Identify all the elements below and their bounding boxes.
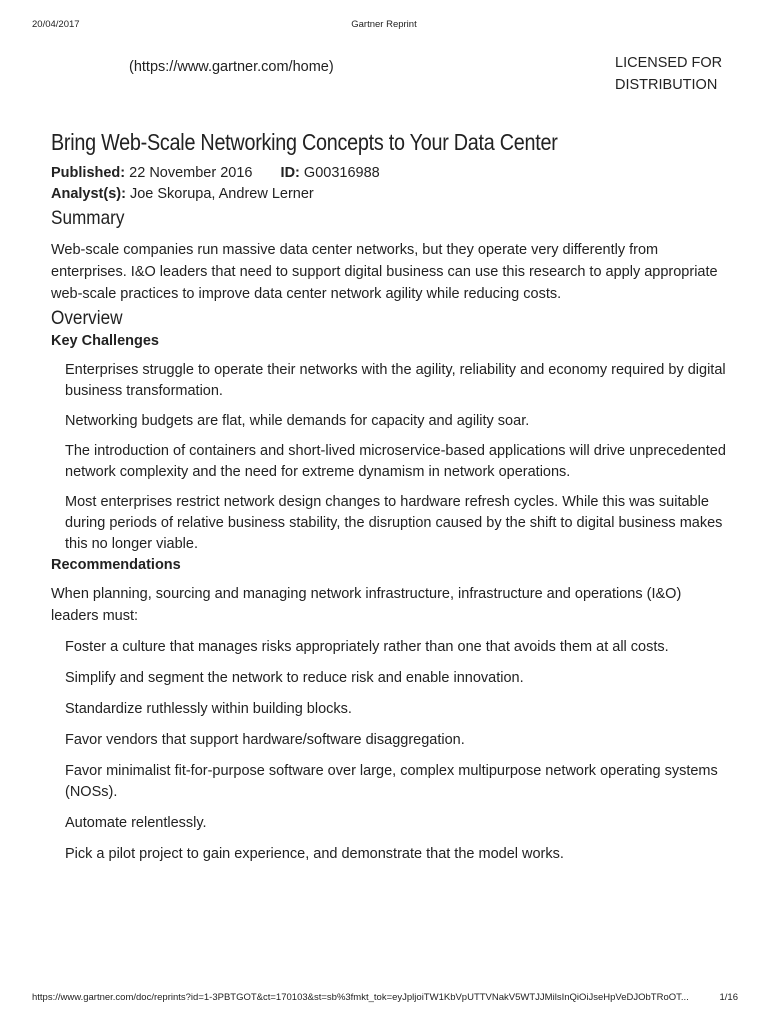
recommendations-heading: Recommendations xyxy=(51,557,181,573)
published-line xyxy=(51,163,731,184)
list-item: Favor minimalist fit-for-purpose software over large, complex multipurpose network operating systems (NOSs). xyxy=(65,763,718,800)
list-item: Most enterprises restrict network design changes to hardware refresh cycles. While this was suitable during periods of relative business stability, the disruption caused by the shift to digital business makes this no longer viable. xyxy=(65,494,723,552)
id-label: ID: xyxy=(280,165,300,181)
print-title: Gartner Reprint xyxy=(351,19,417,30)
list-item: Pick a pilot project to gain experience, and demonstrate that the model works. xyxy=(65,846,564,862)
list-item: Simplify and segment the network to reduce risk and enable innovation. xyxy=(65,670,524,686)
print-header xyxy=(0,19,768,33)
published-label: Published: xyxy=(51,165,126,181)
document-content xyxy=(51,126,731,865)
recommendations-intro: When planning, sourcing and managing network infrastructure, infrastructure and operations (I&O) leaders must: xyxy=(51,586,682,624)
list-item: Networking budgets are flat, while demands for capacity and agility soar. xyxy=(65,413,530,429)
recommendations-list xyxy=(51,637,731,865)
published-date: 22 November 2016 xyxy=(129,165,253,181)
summary-text: Web-scale companies run massive data center networks, but they operate very differently from enterprises. I&O leaders that need to support digital business can use this research to apply appropriate web-scale practices to improve data center network agility while reducing costs. xyxy=(51,242,718,302)
analysts-line xyxy=(51,184,731,205)
key-challenges-list xyxy=(51,360,731,555)
list-item: Enterprises struggle to operate their networks with the agility, reliability and economy required by digital business transformation. xyxy=(65,362,726,399)
document-title: Bring Web-Scale Networking Concepts to Your Data Center xyxy=(51,129,558,155)
list-item: The introduction of containers and short-lived microservice-based applications will drive unprecedented network complexity and the need for extreme dynamism in network operations. xyxy=(65,443,726,480)
analysts-names: Joe Skorupa, Andrew Lerner xyxy=(129,186,314,202)
document-id: G00316988 xyxy=(303,165,380,181)
key-challenges-heading: Key Challenges xyxy=(51,333,159,349)
footer-url[interactable]: https://www.gartner.com/doc/reprints?id=1-3PBTGOT&ct=170103&st=sb%3fmkt_tok=eyJpljoiTW1KbVpUTTVNakV5WTJJMilsInQiOiJseHpVeDJObTRoOT... xyxy=(32,992,689,1003)
list-item: Foster a culture that manages risks appropriately rather than one that avoids them at all costs. xyxy=(65,639,669,655)
list-item: Favor vendors that support hardware/software disaggregation. xyxy=(65,732,465,748)
overview-heading: Overview xyxy=(51,307,123,329)
license-line-1: LICENSED FOR xyxy=(615,55,723,71)
summary-heading: Summary xyxy=(51,207,125,229)
list-item: Standardize ruthlessly within building blocks. xyxy=(65,701,352,717)
license-notice xyxy=(615,52,745,96)
analysts-label: Analyst(s): xyxy=(51,186,126,202)
list-item: Automate relentlessly. xyxy=(65,815,207,831)
print-date: 20/04/2017 xyxy=(32,19,80,30)
gartner-home-link[interactable]: (https://www.gartner.com/home) xyxy=(129,59,334,75)
page-number: 1/16 xyxy=(719,992,738,1003)
print-footer xyxy=(0,992,768,1006)
document-meta xyxy=(51,163,731,205)
license-line-2: DISTRIBUTION xyxy=(615,77,718,93)
